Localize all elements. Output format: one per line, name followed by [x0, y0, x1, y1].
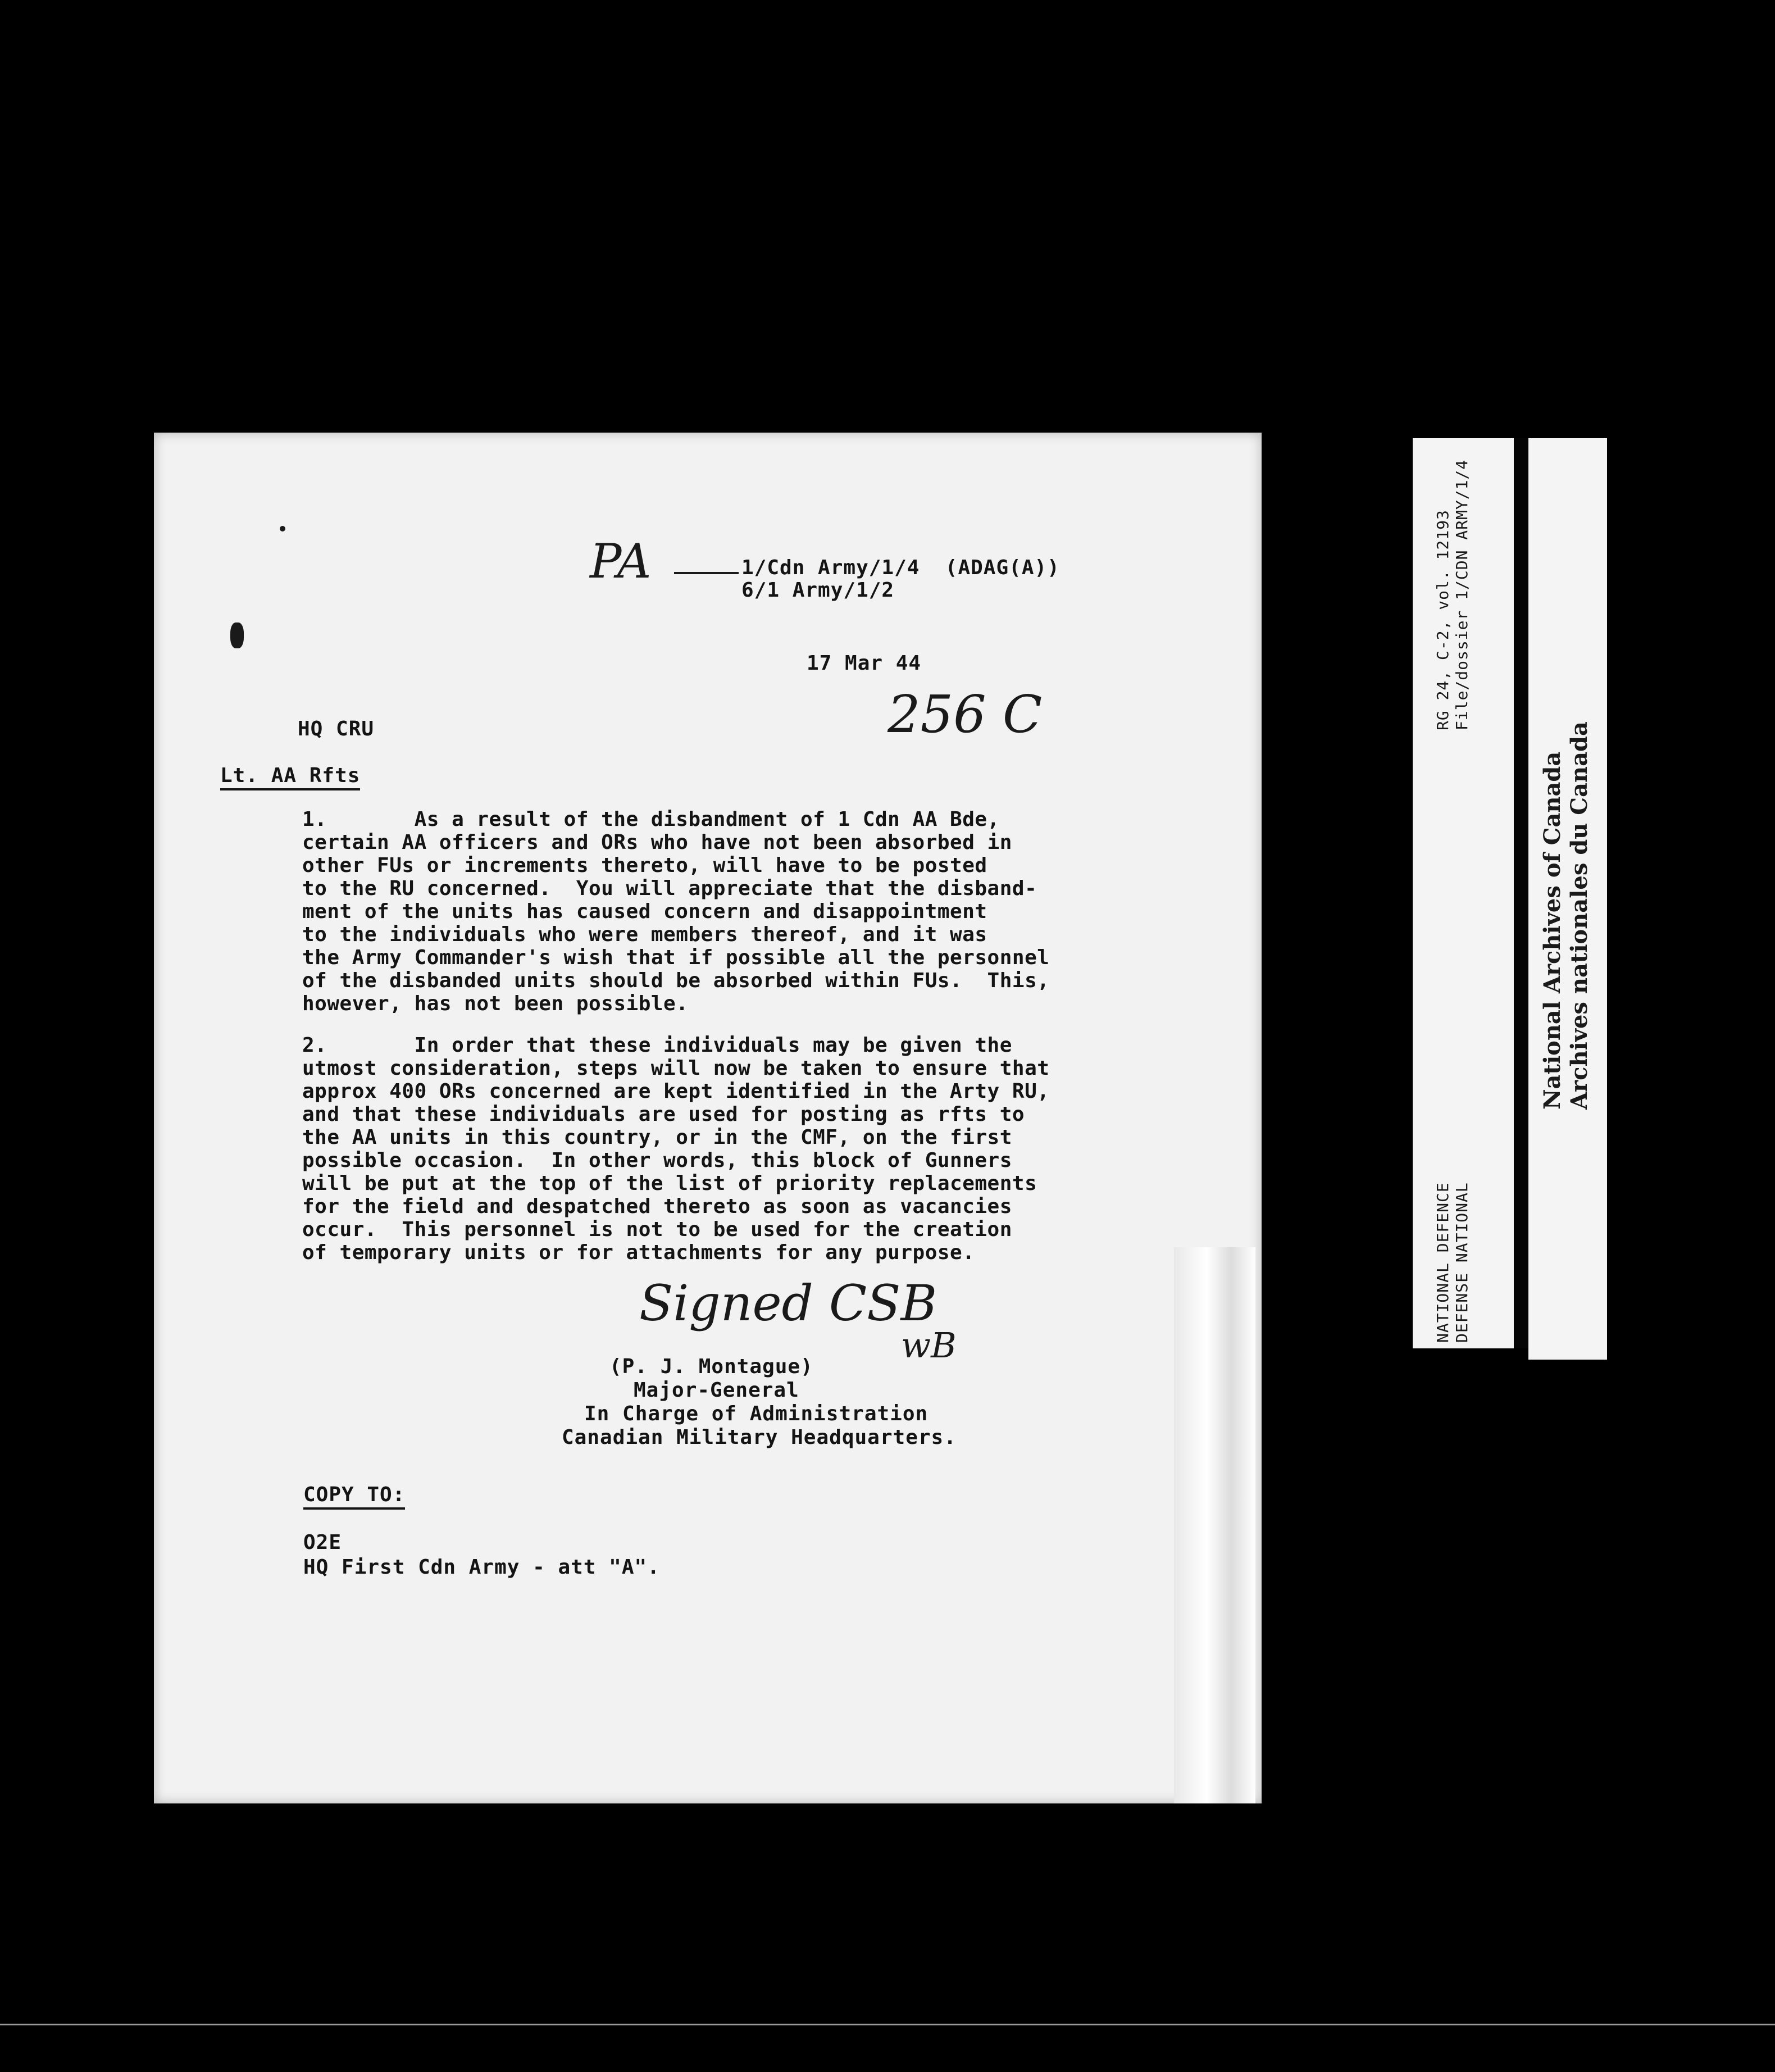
paragraph-1-line: ment of the units has caused concern and disappointment	[302, 900, 987, 923]
paragraph-2-line: for the field and despatched thereto as soon as vacancies	[302, 1195, 1012, 1218]
archive-institution-label	[1528, 438, 1607, 1360]
file-reference-2: 6/1 Army/1/2	[741, 579, 895, 602]
paragraph-2-line: of temporary units or for attachments for any purpose.	[302, 1241, 975, 1264]
copy-to-recipient: O2E	[303, 1531, 342, 1554]
archives-name-english: National Archives of Canada	[1539, 751, 1565, 1110]
copy-to-label: COPY TO:	[303, 1483, 405, 1510]
department-line-2: DEFENSE NATIONAL	[1453, 1182, 1471, 1343]
paragraph-1-line: certain AA officers and ORs who have not been absorbed in	[302, 831, 1012, 854]
document-date: 17 Mar 44	[807, 652, 922, 675]
copy-to-recipient: HQ First Cdn Army - att "A".	[303, 1556, 660, 1579]
signatory-role: In Charge of Administration	[584, 1402, 929, 1425]
department-line-1: NATIONAL DEFENCE	[1433, 1182, 1452, 1343]
paragraph-2-line: utmost consideration, steps will now be taken to ensure that	[302, 1057, 1050, 1080]
paragraph-1-line: the Army Commander's wish that if possible all the personnel	[302, 946, 1050, 969]
paragraph-1-line: of the disbanded units should be absorbed within FUs. This,	[302, 969, 1050, 992]
paragraph-1-line: however, has not been possible.	[302, 992, 689, 1015]
paragraph-1-line: other FUs or increments thereto, will have to be posted	[302, 854, 987, 877]
handwritten-initials: wB	[901, 1325, 957, 1366]
paragraph-2-line: the AA units in this country, or in the CMF, on the first	[302, 1126, 1012, 1149]
paragraph-1-line: to the individuals who were members thereof, and it was	[302, 923, 987, 946]
scan-border-line	[0, 2024, 1775, 2025]
addressee: HQ CRU	[298, 717, 375, 740]
handwritten-file-note: PA	[590, 534, 652, 589]
archive-reference-label	[1413, 438, 1514, 1348]
paragraph-1-line: 1. As a result of the disbandment of 1 Cdn AA Bde,	[302, 808, 1000, 831]
archives-name-french: Archives nationales du Canada	[1566, 721, 1592, 1110]
margin-mark	[280, 526, 285, 531]
signatory-rank: Major-General	[634, 1379, 799, 1402]
handwritten-signed-note: Signed CSB	[639, 1274, 937, 1332]
paragraph-2-line: and that these individuals are used for posting as rfts to	[302, 1103, 1025, 1126]
paragraph-2-line: occur. This personnel is not to be used for the creation	[302, 1218, 1012, 1241]
paragraph-1	[302, 808, 1049, 1015]
paragraph-2-line: approx 400 ORs concerned are kept identified in the Arty RU,	[302, 1080, 1050, 1103]
archive-ref-line-1: RG 24, C-2, vol. 12193	[1433, 510, 1452, 730]
handwritten-page-number: 256 C	[888, 684, 1043, 744]
archive-ref-line-2: File/dossier 1/CDN ARMY/1/4	[1453, 459, 1471, 730]
page-fold	[1174, 1247, 1255, 1803]
signatory-organisation: Canadian Military Headquarters.	[562, 1426, 957, 1449]
label-divider	[1514, 438, 1528, 1348]
paragraph-2-line: will be put at the top of the list of priority replacements	[302, 1172, 1037, 1195]
subject: Lt. AA Rfts	[220, 764, 360, 790]
signatory-name: (P. J. Montague)	[609, 1355, 813, 1378]
paragraph-1-line: to the RU concerned. You will appreciate that the disband-	[302, 877, 1037, 900]
margin-mark	[230, 622, 244, 648]
paragraph-2-line: 2. In order that these individuals may be given the	[302, 1034, 1012, 1057]
handwritten-dash	[674, 572, 739, 574]
paragraph-2	[302, 1034, 1049, 1264]
file-reference-1: 1/Cdn Army/1/4 (ADAG(A))	[741, 556, 1060, 579]
paragraph-2-line: possible occasion. In other words, this block of Gunners	[302, 1149, 1012, 1172]
